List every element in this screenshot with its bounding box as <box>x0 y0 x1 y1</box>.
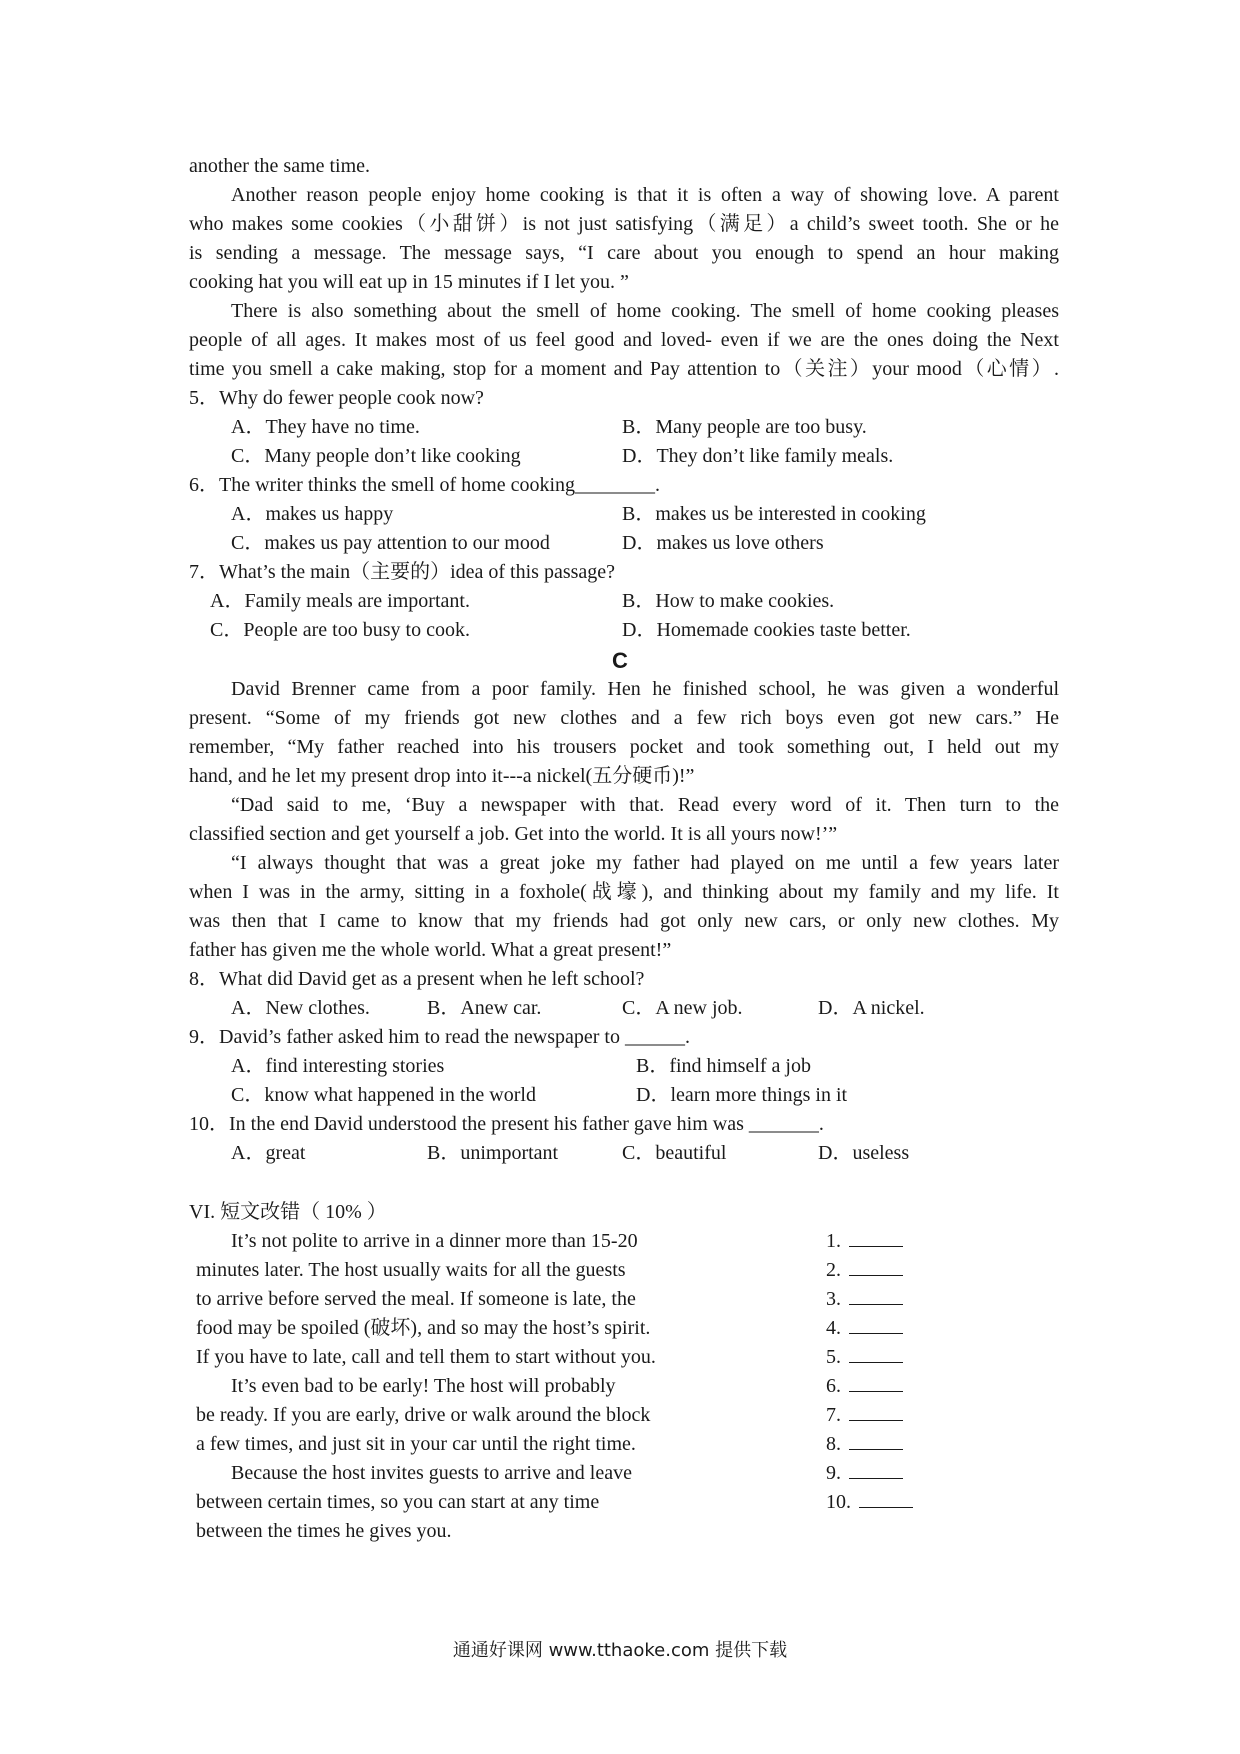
correction-line: be ready. If you are early, drive or walk around the block <box>196 1404 651 1426</box>
passage-line: hand, and he let my present drop into it---a nickel(五分硬币)!” <box>189 765 695 787</box>
option-c: C．Many people don’t like cooking <box>231 445 521 467</box>
option-a: A．Family meals are important. <box>210 590 470 612</box>
answer-blank[interactable] <box>859 1489 913 1508</box>
passage-line: remember, “My father reached into his trousers pocket and took something out, I held out my <box>189 736 1059 758</box>
passage-line: Another reason people enjoy home cooking is that it is often a way of showing love. A parent <box>231 184 1059 206</box>
correction-line: If you have to late, call and tell them to start without you. <box>196 1346 656 1368</box>
option-d: D．learn more things in it <box>636 1084 848 1106</box>
answer-blank[interactable] <box>849 1315 903 1334</box>
passage-line: father has given me the whole world. What a great present!” <box>189 939 672 961</box>
answer-number: 9. <box>826 1462 841 1484</box>
passage-line: another the same time. <box>189 155 371 177</box>
correction-line: minutes later. The host usually waits for all the guests <box>196 1259 626 1281</box>
option-a: A．They have no time. <box>231 416 420 438</box>
correction-line: Because the host invites guests to arrive and leave <box>231 1462 632 1484</box>
answer-slot[interactable] <box>826 1372 903 1401</box>
question-stem: 6．The writer thinks the smell of home cooking________. <box>189 474 661 496</box>
option-d: D．A nickel. <box>818 997 925 1019</box>
answer-slot[interactable] <box>826 1459 903 1488</box>
passage-line: David Brenner came from a poor family. Hen he finished school, he was given a wonderful <box>231 678 1059 700</box>
question-stem: 5．Why do fewer people cook now? <box>189 387 484 409</box>
correction-line: between certain times, so you can start at any time <box>196 1491 600 1513</box>
passage-line: who makes some cookies（小甜饼）is not just satisfying（满足）a child’s sweet tooth. She or he <box>189 213 1059 235</box>
passage-line: when I was in the army, sitting in a foxhole(战壕), and thinking about my family and my life. It <box>189 881 1059 903</box>
correction-line: to arrive before served the meal. If someone is late, the <box>196 1288 636 1310</box>
answer-number: 8. <box>826 1433 841 1455</box>
answer-slot[interactable] <box>826 1488 913 1517</box>
option-b: B．Anew car. <box>427 997 542 1019</box>
passage-line: “I always thought that was a great joke my father had played on me until a few years later <box>231 852 1059 874</box>
answer-number: 2. <box>826 1259 841 1281</box>
option-c: C．People are too busy to cook. <box>210 619 470 641</box>
section-title: VI. 短文改错（ 10% ） <box>189 1201 387 1223</box>
option-d: D．makes us love others <box>622 532 824 554</box>
answer-number: 6. <box>826 1375 841 1397</box>
option-b: B．How to make cookies. <box>622 590 835 612</box>
option-a: A．find interesting stories <box>231 1055 445 1077</box>
answer-number: 3. <box>826 1288 841 1310</box>
section-heading: C <box>612 648 628 673</box>
answer-blank[interactable] <box>849 1228 903 1247</box>
passage-line: “Dad said to me, ‘Buy a newspaper with that. Read every word of it. Then turn to the <box>231 794 1059 816</box>
answer-slot[interactable] <box>826 1285 903 1314</box>
answer-slot[interactable] <box>826 1256 903 1285</box>
answer-slot[interactable] <box>826 1401 903 1430</box>
answer-slot[interactable] <box>826 1227 903 1256</box>
option-b: B．find himself a job <box>636 1055 811 1077</box>
option-c: C．A new job. <box>622 997 743 1019</box>
answer-number: 1. <box>826 1230 841 1252</box>
answer-blank[interactable] <box>849 1344 903 1363</box>
answer-slot[interactable] <box>826 1314 903 1343</box>
answer-slot[interactable] <box>826 1343 903 1372</box>
option-d: D．They don’t like family meals. <box>622 445 894 467</box>
passage-line: was then that I came to know that my friends had got only new cars, or only new clothes. My <box>189 910 1059 932</box>
answer-blank[interactable] <box>849 1257 903 1276</box>
answer-blank[interactable] <box>849 1373 903 1392</box>
answer-number: 4. <box>826 1317 841 1339</box>
option-b: B．Many people are too busy. <box>622 416 867 438</box>
option-d: D．useless <box>818 1142 910 1164</box>
correction-line: a few times, and just sit in your car until the right time. <box>196 1433 636 1455</box>
option-a: A．great <box>231 1142 306 1164</box>
passage-line: classified section and get yourself a job. Get into the world. It is all yours now!’” <box>189 823 838 845</box>
option-c: C．know what happened in the world <box>231 1084 536 1106</box>
answer-blank[interactable] <box>849 1431 903 1450</box>
correction-line: It’s not polite to arrive in a dinner more than 15-20 <box>231 1230 638 1252</box>
passage-line: is sending a message. The message says, “I care about you enough to spend an hour making <box>189 242 1059 264</box>
passage-line: people of all ages. It makes most of us feel good and loved- even if we are the ones doing the Next <box>189 329 1059 351</box>
question-stem: 9．David’s father asked him to read the newspaper to ______. <box>189 1026 690 1048</box>
option-b: B．unimportant <box>427 1142 559 1164</box>
option-b: B．makes us be interested in cooking <box>622 503 926 525</box>
page-footer: 通通好课网 www.tthaoke.com 提供下载 <box>452 1640 788 1661</box>
option-c: C．makes us pay attention to our mood <box>231 532 550 554</box>
passage-line: cooking hat you will eat up in 15 minutes if I let you. ” <box>189 271 629 293</box>
option-c: C．beautiful <box>622 1142 727 1164</box>
correction-line: It’s even bad to be early! The host will probably <box>231 1375 616 1397</box>
option-a: A．makes us happy <box>231 503 394 525</box>
answer-slot[interactable] <box>826 1430 903 1459</box>
answer-number: 5. <box>826 1346 841 1368</box>
answer-blank[interactable] <box>849 1460 903 1479</box>
question-stem: 7．What’s the main（主要的）idea of this passage? <box>189 561 616 583</box>
option-d: D．Homemade cookies taste better. <box>622 619 911 641</box>
correction-line: food may be spoiled (破坏), and so may the host’s spirit. <box>196 1317 651 1339</box>
passage-line: There is also something about the smell of home cooking. The smell of home cooking pleases <box>231 300 1059 322</box>
answer-blank[interactable] <box>849 1286 903 1305</box>
option-a: A．New clothes. <box>231 997 370 1019</box>
passage-line: time you smell a cake making, stop for a moment and Pay attention to（关注）your mood（心情）. <box>189 358 1059 380</box>
answer-number: 10. <box>826 1491 851 1513</box>
correction-line: between the times he gives you. <box>196 1520 452 1542</box>
answer-blank[interactable] <box>849 1402 903 1421</box>
answer-number: 7. <box>826 1404 841 1426</box>
question-stem: 8．What did David get as a present when he left school? <box>189 968 645 990</box>
question-stem: 10．In the end David understood the present his father gave him was _______. <box>189 1113 824 1135</box>
passage-line: present. “Some of my friends got new clothes and a few rich boys even got new cars.” He <box>189 707 1059 729</box>
